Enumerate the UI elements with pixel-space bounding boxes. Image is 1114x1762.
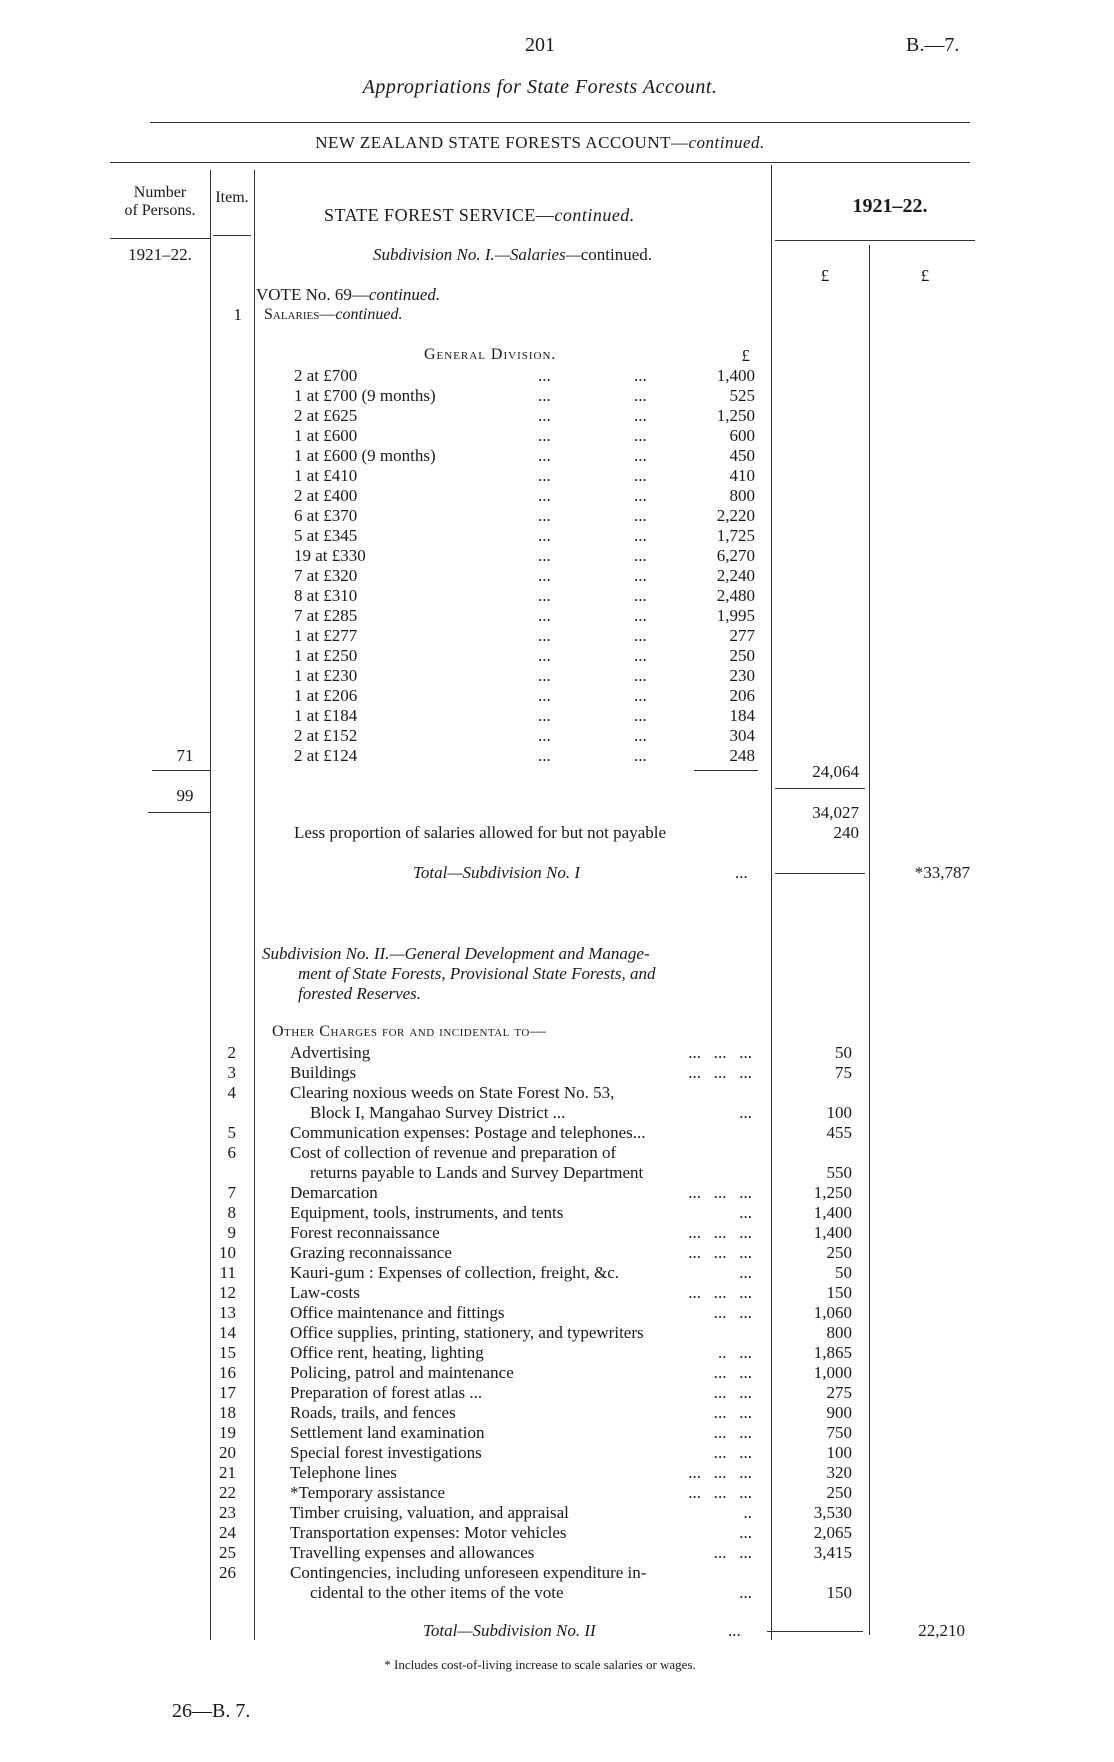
salary-leader-dots: ... — [538, 666, 551, 685]
charge-item-number: 22 — [219, 1483, 236, 1502]
charge-amount: 150 — [826, 1283, 852, 1302]
general-division-heading: General Division. — [424, 346, 557, 363]
salary-grade: 1 at £600 — [294, 426, 358, 445]
account-title-cont: continued. — [688, 133, 765, 152]
account-title-main: NEW ZEALAND STATE FORESTS ACCOUNT— — [315, 133, 689, 152]
salary-leader-dots: ... — [634, 366, 647, 385]
pound-symbol-col1: £ — [820, 266, 830, 285]
charge-item-number: 26 — [219, 1563, 236, 1582]
charge-amount: 320 — [826, 1463, 852, 1482]
salary-grade: 2 at £625 — [294, 406, 358, 425]
charge-leader-dots: ... ... — [713, 1403, 752, 1422]
less-proportion-amount: 240 — [833, 823, 859, 842]
general-division-pound: £ — [741, 346, 750, 365]
charge-amount: 250 — [826, 1243, 852, 1262]
salary-leader-dots: ... — [634, 526, 647, 545]
subdivision-2-total-rule — [767, 1631, 863, 1632]
charge-amount: 3,415 — [813, 1543, 852, 1562]
charge-leader-dots: .. ... — [718, 1343, 752, 1362]
subdivision-2-heading-line-1: Subdivision No. II.—General Development and Manage- — [262, 944, 650, 963]
charge-leader-dots: .. — [743, 1503, 752, 1522]
subdivision-2-total-amount: 22,210 — [918, 1621, 965, 1640]
document-code: B.—7. — [906, 34, 960, 56]
charge-description: returns payable to Lands and Survey Department — [310, 1163, 644, 1182]
salary-grade: 7 at £285 — [294, 606, 358, 625]
header-rule — [150, 122, 970, 123]
charge-amount: 2,065 — [813, 1523, 852, 1542]
year-header: 1921–22. — [852, 195, 928, 217]
account-title — [200, 133, 880, 153]
charge-description: Grazing reconnaissance — [290, 1243, 452, 1262]
salary-leader-dots: ... — [634, 746, 647, 765]
charge-leader-dots: ... ... ... — [688, 1463, 752, 1482]
salary-amount: 6,270 — [716, 546, 755, 565]
subdivision-2-heading-line-3: forested Reserves. — [298, 984, 422, 1003]
charge-item-number: 6 — [227, 1143, 236, 1162]
header-number-of-persons — [110, 184, 210, 220]
salary-amount: 1,400 — [716, 366, 755, 385]
salary-leader-dots: ... — [634, 466, 647, 485]
charge-item-number: 10 — [219, 1243, 236, 1262]
charge-item-number: 5 — [227, 1123, 236, 1142]
charge-item-number: 7 — [227, 1183, 236, 1202]
header-item: Item. — [215, 189, 249, 206]
charge-amount: 1,400 — [813, 1223, 852, 1242]
salary-amount: 600 — [729, 426, 755, 445]
charge-description: Policing, patrol and maintenance — [290, 1363, 514, 1382]
charge-amount: 1,865 — [813, 1343, 852, 1362]
year-header-rule — [775, 240, 975, 241]
salary-amount: 277 — [729, 626, 755, 645]
charge-description: Office rent, heating, lighting — [290, 1343, 484, 1362]
salary-grade: 1 at £700 (9 months) — [294, 386, 436, 405]
subdivision-2-heading-line-2: ment of State Forests, Provisional State Forests, and — [298, 964, 656, 983]
charge-description: Timber cruising, valuation, and appraisal — [290, 1503, 569, 1522]
charge-leader-dots: ... — [739, 1263, 752, 1282]
charge-leader-dots: ... — [739, 1203, 752, 1222]
salary-grade: 1 at £250 — [294, 646, 358, 665]
salary-leader-dots: ... — [634, 646, 647, 665]
salary-grade: 19 at £330 — [294, 546, 366, 565]
salary-leader-dots: ... — [634, 686, 647, 705]
charge-description: Travelling expenses and allowances — [290, 1543, 535, 1562]
item-col-right-rule — [254, 170, 255, 1640]
salary-leader-dots: ... — [538, 746, 551, 765]
salary-grade: 6 at £370 — [294, 506, 358, 525]
salary-leader-dots: ... — [538, 366, 551, 385]
charge-leader-dots: ... ... ... — [688, 1043, 752, 1062]
header-persons-line: of Persons. — [124, 202, 196, 219]
salary-amount: 230 — [729, 666, 755, 685]
general-division-total: 24,064 — [812, 762, 859, 781]
charge-item-number: 20 — [219, 1443, 236, 1462]
salary-leader-dots: ... — [538, 486, 551, 505]
charge-amount: 1,250 — [813, 1183, 852, 1202]
subdivision-1-total-amount: *33,787 — [914, 863, 970, 882]
subdivision-1-heading-main: Subdivision No. I.—Salaries— — [372, 245, 581, 264]
charge-leader-dots: ... ... — [713, 1423, 752, 1442]
charge-amount: 900 — [826, 1403, 852, 1422]
subdivision-1-total-dots: ... — [735, 863, 748, 882]
charge-leader-dots: ... ... — [713, 1543, 752, 1562]
charge-amount: 1,000 — [813, 1363, 852, 1382]
charge-amount: 1,400 — [813, 1203, 852, 1222]
charge-leader-dots: ... ... — [713, 1303, 752, 1322]
salary-leader-dots: ... — [538, 566, 551, 585]
charge-description: Special forest investigations — [290, 1443, 482, 1462]
charge-description: Roads, trails, and fences — [290, 1403, 456, 1422]
salary-leader-dots: ... — [634, 446, 647, 465]
service-heading — [324, 205, 635, 226]
footnote: * Includes cost-of-living increase to scale salaries or wages. — [384, 1657, 696, 1672]
charge-description: Demarcation — [290, 1183, 378, 1202]
charge-amount: 3,530 — [813, 1503, 852, 1522]
charge-description: Block I, Mangahao Survey District ... — [310, 1103, 566, 1122]
salary-leader-dots: ... — [538, 706, 551, 725]
salary-leader-dots: ... — [538, 446, 551, 465]
salary-amount: 2,480 — [716, 586, 755, 605]
charge-amount: 150 — [826, 1583, 852, 1602]
charge-description: Clearing noxious weeds on State Forest No. 53, — [290, 1083, 615, 1102]
service-heading-cont: continued. — [554, 205, 635, 225]
salary-amount: 304 — [729, 726, 755, 745]
charge-description: Office maintenance and fittings — [290, 1303, 505, 1322]
salary-grade: 1 at £184 — [294, 706, 358, 725]
charge-leader-dots: ... — [739, 1103, 752, 1122]
salary-grade: 7 at £320 — [294, 566, 358, 585]
charge-leader-dots: ... ... — [713, 1443, 752, 1462]
salary-leader-dots: ... — [538, 646, 551, 665]
salary-leader-dots: ... — [538, 526, 551, 545]
amount-col-left-rule — [771, 165, 772, 1640]
other-charges-heading: Other Charges for and incidental to— — [272, 1023, 547, 1040]
persons-total-rule — [148, 812, 210, 813]
charge-description: *Temporary assistance — [290, 1483, 446, 1502]
charge-item-number: 9 — [227, 1223, 236, 1242]
salary-grade: 1 at £277 — [294, 626, 358, 645]
charge-amount: 75 — [835, 1063, 852, 1082]
charge-amount: 1,060 — [813, 1303, 852, 1322]
subdivision-1-heading-cont: continued. — [580, 245, 653, 264]
charge-item-number: 19 — [219, 1423, 236, 1442]
charge-item-number: 8 — [227, 1203, 236, 1222]
charge-amount: 100 — [826, 1103, 852, 1122]
salaries-heading — [264, 306, 402, 324]
charge-item-number: 4 — [227, 1083, 236, 1102]
charge-description: Contingencies, including unforeseen expenditure in- — [290, 1563, 647, 1582]
salary-amount: 2,220 — [716, 506, 755, 525]
salary-grade: 8 at £310 — [294, 586, 358, 605]
charge-item-number: 23 — [219, 1503, 236, 1522]
charge-leader-dots: ... ... ... — [688, 1183, 752, 1202]
charge-leader-dots: ... — [739, 1583, 752, 1602]
charge-description: Advertising — [290, 1043, 371, 1062]
salary-amount: 250 — [729, 646, 755, 665]
salaries-heading-main: Salaries— — [264, 306, 336, 323]
charge-item-number: 15 — [219, 1343, 236, 1362]
subdivision-2-heading — [262, 944, 655, 1004]
charge-leader-dots: ... ... — [713, 1383, 752, 1402]
salary-leader-dots: ... — [538, 466, 551, 485]
salary-amount: 1,250 — [716, 406, 755, 425]
charge-description: Telephone lines — [290, 1463, 397, 1482]
subdivision-2-total-dots: ... — [728, 1621, 741, 1640]
charge-item-number: 21 — [219, 1463, 236, 1482]
charge-description: Preparation of forest atlas ... — [290, 1383, 483, 1402]
salary-leader-dots: ... — [634, 566, 647, 585]
item-header-rule — [213, 235, 251, 236]
salary-grade: 2 at £700 — [294, 366, 358, 385]
pound-symbol-col2: £ — [920, 266, 930, 285]
general-total-rule — [775, 788, 865, 789]
charge-amount: 455 — [826, 1123, 852, 1142]
charge-description: cidental to the other items of the vote — [310, 1583, 564, 1602]
persons-total: 99 — [176, 786, 194, 805]
salary-amount: 450 — [729, 446, 755, 465]
salary-leader-dots: ... — [634, 406, 647, 425]
item-number-1: 1 — [233, 305, 242, 324]
salary-leader-dots: ... — [634, 706, 647, 725]
footer-code: 26—B. 7. — [172, 1700, 251, 1722]
service-heading-main: STATE FOREST SERVICE— — [324, 205, 555, 225]
charge-item-number: 18 — [219, 1403, 236, 1422]
salary-leader-dots: ... — [538, 426, 551, 445]
salary-amount: 248 — [729, 746, 755, 765]
salary-leader-dots: ... — [538, 726, 551, 745]
salary-amount: 410 — [729, 466, 755, 485]
salary-grade: 5 at £345 — [294, 526, 358, 545]
salary-leader-dots: ... — [538, 606, 551, 625]
subdivision-1-total-label: Total—Subdivision No. I — [413, 863, 581, 882]
subdivision-1-heading — [254, 245, 771, 265]
salary-leader-dots: ... — [634, 726, 647, 745]
salary-leader-dots: ... — [538, 686, 551, 705]
salary-leader-dots: ... — [634, 606, 647, 625]
salary-leader-dots: ... — [634, 506, 647, 525]
charge-item-number: 16 — [219, 1363, 236, 1382]
salaries-heading-cont: continued. — [335, 306, 403, 323]
persons-subtotal-rule — [152, 770, 210, 771]
salary-grade: 2 at £124 — [294, 746, 358, 765]
salary-grade: 2 at £400 — [294, 486, 358, 505]
vote-heading-cont: continued. — [368, 285, 441, 304]
charge-amount: 100 — [826, 1443, 852, 1462]
salary-sum-rule — [694, 770, 758, 771]
charge-item-number: 25 — [219, 1543, 236, 1562]
persons-year: 1921–22. — [128, 245, 192, 264]
salary-leader-dots: ... — [538, 386, 551, 405]
charge-item-number: 14 — [219, 1323, 236, 1342]
salary-leader-dots: ... — [538, 506, 551, 525]
salary-amount: 1,725 — [716, 526, 755, 545]
charge-description: Communication expenses: Postage and telephones... — [290, 1123, 646, 1142]
salary-grade: 1 at £206 — [294, 686, 358, 705]
charge-leader-dots: ... ... ... — [688, 1283, 752, 1302]
charge-amount: 750 — [826, 1423, 852, 1442]
gross-salaries-total: 34,027 — [812, 803, 859, 822]
charge-item-number: 13 — [219, 1303, 236, 1322]
salary-amount: 1,995 — [716, 606, 755, 625]
charge-item-number: 17 — [219, 1383, 236, 1402]
charge-description: Kauri-gum : Expenses of collection, freight, &c. — [290, 1263, 620, 1282]
charge-leader-dots: ... ... ... — [688, 1243, 752, 1262]
charge-leader-dots: ... ... ... — [688, 1223, 752, 1242]
charge-amount: 275 — [826, 1383, 852, 1402]
salary-leader-dots: ... — [538, 546, 551, 565]
header-number-line: Number — [133, 184, 187, 201]
charge-description: Cost of collection of revenue and preparation of — [290, 1143, 617, 1162]
charge-description: Equipment, tools, instruments, and tents — [290, 1203, 564, 1222]
charge-description: Buildings — [290, 1063, 357, 1082]
charge-item-number: 11 — [219, 1263, 236, 1282]
charge-item-number: 2 — [227, 1043, 236, 1062]
salary-leader-dots: ... — [634, 626, 647, 645]
charge-amount: 800 — [826, 1323, 852, 1342]
charge-leader-dots: ... ... — [713, 1363, 752, 1382]
persons-subtotal: 71 — [176, 746, 194, 765]
salary-amount: 525 — [729, 386, 755, 405]
salary-amount: 184 — [729, 706, 755, 725]
salary-leader-dots: ... — [538, 406, 551, 425]
charge-amount: 50 — [835, 1043, 852, 1062]
running-title: Appropriations for State Forests Account. — [362, 76, 718, 98]
charge-description: Forest reconnaissance — [290, 1223, 440, 1242]
salary-leader-dots: ... — [634, 486, 647, 505]
charge-amount: 50 — [835, 1263, 852, 1282]
vote-heading-main: VOTE No. 69— — [256, 285, 369, 304]
salary-amount: 206 — [729, 686, 755, 705]
charge-description: Office supplies, printing, stationery, and typewriters — [290, 1323, 644, 1342]
salary-amount: 800 — [729, 486, 755, 505]
charge-amount: 250 — [826, 1483, 852, 1502]
salary-leader-dots: ... — [634, 386, 647, 405]
charge-leader-dots: ... ... ... — [688, 1063, 752, 1082]
charge-item-number: 3 — [227, 1063, 236, 1082]
charge-leader-dots: ... ... ... — [688, 1483, 752, 1502]
salary-leader-dots: ... — [634, 546, 647, 565]
salary-grade: 2 at £152 — [294, 726, 358, 745]
salary-grade: 1 at £230 — [294, 666, 358, 685]
charge-description: Law-costs — [290, 1283, 360, 1302]
vote-heading — [256, 285, 440, 305]
salary-leader-dots: ... — [538, 586, 551, 605]
subdivision-2-total-label: Total—Subdivision No. II — [423, 1621, 596, 1640]
amount-col-mid-rule — [869, 245, 870, 1635]
charge-item-number: 12 — [219, 1283, 236, 1302]
charge-item-number: 24 — [219, 1523, 236, 1542]
subdivision-1-total-rule — [775, 873, 865, 874]
less-proportion-label: Less proportion of salaries allowed for but not payable — [294, 823, 667, 842]
charge-leader-dots: ... — [739, 1523, 752, 1542]
salary-amount: 2,240 — [716, 566, 755, 585]
salary-leader-dots: ... — [538, 626, 551, 645]
charge-amount: 550 — [826, 1163, 852, 1182]
salary-leader-dots: ... — [634, 426, 647, 445]
page-number: 201 — [525, 34, 555, 56]
table-top-rule — [110, 162, 970, 163]
salary-leader-dots: ... — [634, 666, 647, 685]
charge-description: Transportation expenses: Motor vehicles — [290, 1523, 567, 1542]
salary-grade: 1 at £410 — [294, 466, 358, 485]
persons-header-rule — [110, 238, 210, 239]
charge-description: Settlement land examination — [290, 1423, 485, 1442]
salary-grade: 1 at £600 (9 months) — [294, 446, 436, 465]
salary-leader-dots: ... — [634, 586, 647, 605]
